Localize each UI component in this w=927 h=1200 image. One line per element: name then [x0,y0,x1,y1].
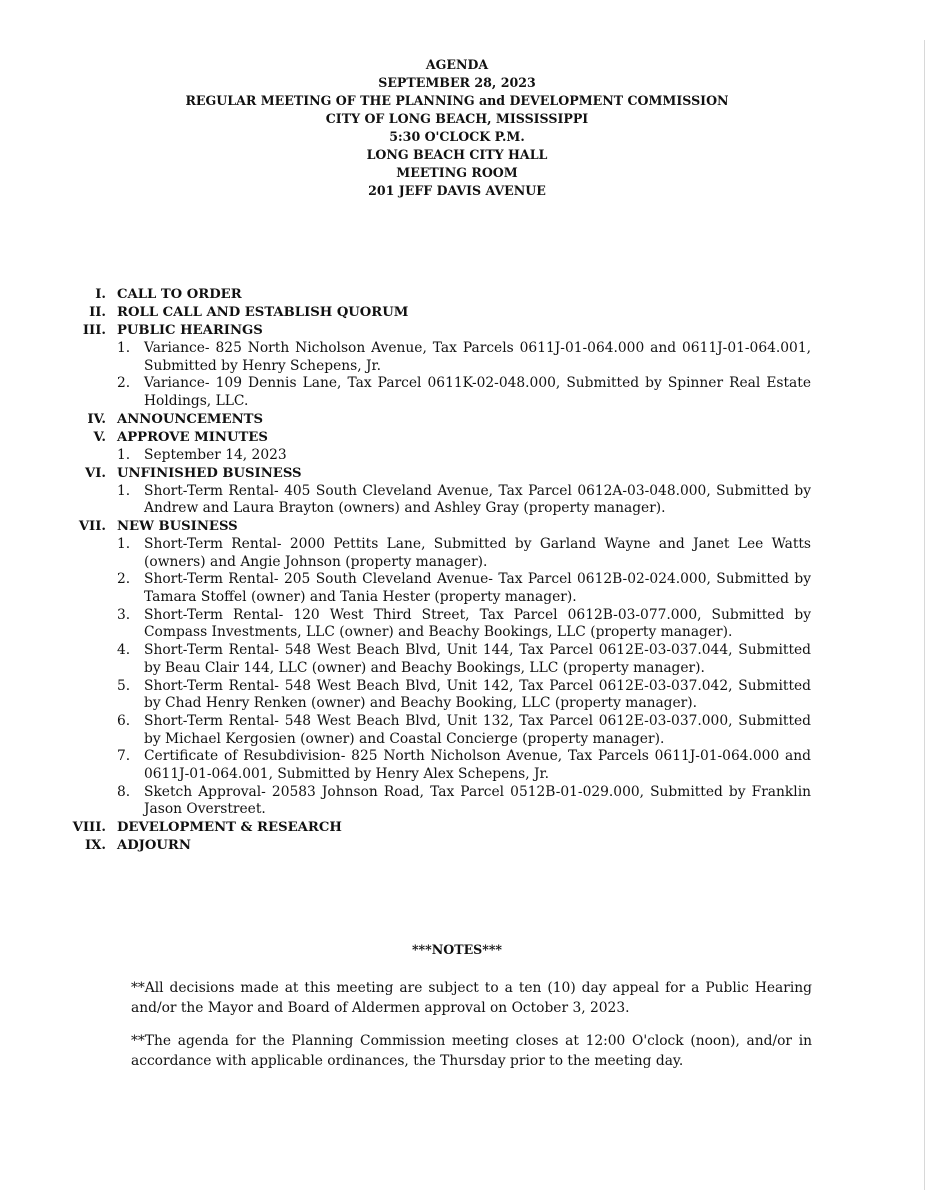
list-item [0,607,927,642]
section-title: DEVELOPMENT & RESEARCH [117,820,342,836]
item-number: 1. [117,446,131,463]
section-number: I. [95,287,106,302]
notes-title: ***NOTES*** [411,942,503,957]
section-call-to-order [0,286,927,304]
item-text: Variance- 109 Dennis Lane, Tax Parcel 0611K-02-048.000, Submitted by Spinner Real Estate Holdings, LLC. [144,375,811,410]
item-text: Sketch Approval- 20583 Johnson Road, Tax Parcel 0512B-01-029.000, Submitted by Franklin Jason Overstreet. [144,783,811,818]
header-room: MEETING ROOM [396,165,518,180]
list-item [0,784,927,819]
header-city: CITY OF LONG BEACH, MISSISSIPPI [325,111,589,126]
scan-edge-line [924,40,925,1190]
item-number: 2. [117,375,131,392]
item-number: 5. [117,677,131,694]
item-text: Short-Term Rental- 548 West Beach Blvd, Unit 132, Tax Parcel 0612E-03-037.000, Submitted by Michael Kergosien (owner) and Coastal Concierge (property manager). [144,712,811,747]
section-roll-call [0,304,927,322]
note-deadline: **The agenda for the Planning Commission meeting closes at 12:00 O'clock (noon), and/or in accordance with applicable ordinances, the Thursday prior to the meeting day. [131,1033,812,1069]
item-text: Certificate of Resubdivision- 825 North Nicholson Avenue, Tax Parcels 0611J-01-064.000 and 0611J-01-064.001, Submitted by Henry Alex Schepens, Jr. [144,748,811,783]
section-approve-minutes [0,429,927,447]
section-number: II. [89,305,106,320]
header-date: SEPTEMBER 28, 2023 [378,75,536,90]
item-number: 7. [117,748,131,765]
list-item [0,447,927,465]
section-title: CALL TO ORDER [117,287,242,302]
section-unfinished-business [0,465,927,483]
header-address: 201 JEFF DAVIS AVENUE [368,183,546,198]
section-number: IX. [85,838,106,854]
section-title: NEW BUSINESS [117,518,238,534]
section-new-business [0,518,927,536]
header-title: AGENDA [425,57,489,72]
list-item [0,678,927,713]
section-announcements [0,411,927,429]
section-number: VIII. [72,820,106,836]
new-business-items [0,536,927,819]
item-text: Short-Term Rental- 548 West Beach Blvd, Unit 144, Tax Parcel 0612E-03-037.044, Submitted by Beau Clair 144, LLC (owner) and Beachy Bookings, LLC (property manager). [144,642,811,676]
section-title: ADJOURN [117,838,191,854]
item-number: 3. [117,606,131,623]
section-title: ROLL CALL AND ESTABLISH QUORUM [117,305,409,320]
item-text: Short-Term Rental- 205 South Cleveland Avenue- Tax Parcel 0612B-02-024.000, Submitted by Tamara Stoffel (owner) and Tania Hester (property manager). [144,571,811,606]
item-text: Short-Term Rental- 405 South Cleveland Avenue, Tax Parcel 0612A-03-048.000, Submitted by Andrew and Laura Brayton (owners) and Ashley Gray (property manager). [144,482,811,517]
list-item [0,713,927,748]
item-number: 2. [117,571,131,588]
item-number: 8. [117,783,131,800]
section-number: IV. [87,411,106,427]
list-item [0,642,927,677]
note-appeal: **All decisions made at this meeting are subject to a ten (10) day appeal for a Public Hearing and/or the Mayor and Board of Aldermen approval on October 3, 2023. [131,980,812,1016]
public-hearings-items [0,340,927,411]
item-number: 1. [117,535,131,552]
item-text: Short-Term Rental- 120 West Third Street, Tax Parcel 0612B-03-077.000, Submitted by Compass Investments, LLC (owner) and Beachy Bookings, LLC (property manager). [144,606,811,641]
list-item [0,571,927,606]
section-development-research [0,819,927,837]
item-number: 1. [117,340,131,356]
item-text: September 14, 2023 [144,446,287,463]
unfinished-business-items [0,483,927,518]
approve-minutes-items [0,447,927,465]
section-title: PUBLIC HEARINGS [117,323,263,338]
agenda-header [0,56,914,200]
header-venue: LONG BEACH CITY HALL [366,147,548,162]
section-title: ANNOUNCEMENTS [117,411,263,427]
item-text: Short-Term Rental- 548 West Beach Blvd, Unit 142, Tax Parcel 0612E-03-037.042, Submitted by Chad Henry Renken (owner) and Beachy Booking, LLC (property manager). [144,677,811,712]
item-text: Short-Term Rental- 2000 Pettits Lane, Submitted by Garland Wayne and Janet Lee Watts (owners) and Angie Johnson (property manager). [144,535,811,570]
item-number: 6. [117,712,131,729]
section-number: V. [93,429,106,445]
section-title: APPROVE MINUTES [117,429,268,445]
list-item [0,375,927,410]
section-adjourn [0,837,927,855]
item-text: Variance- 825 North Nicholson Avenue, Tax Parcels 0611J-01-064.000 and 0611J-01-064.001, Submitted by Henry Schepens, Jr. [144,340,811,374]
list-item [0,536,927,571]
section-number: III. [82,323,106,338]
item-number: 4. [117,642,131,659]
header-meeting: REGULAR MEETING OF THE PLANNING and DEVELOPMENT COMMISSION [185,93,729,108]
header-time: 5:30 O'CLOCK P.M. [389,129,525,144]
list-item [0,483,927,518]
list-item [0,340,927,375]
agenda-list [0,286,927,855]
section-number: VI. [85,465,106,481]
section-public-hearings [0,322,927,340]
section-number: VII. [78,518,106,534]
item-number: 1. [117,482,131,499]
section-title: UNFINISHED BUSINESS [117,465,302,481]
list-item [0,748,927,783]
